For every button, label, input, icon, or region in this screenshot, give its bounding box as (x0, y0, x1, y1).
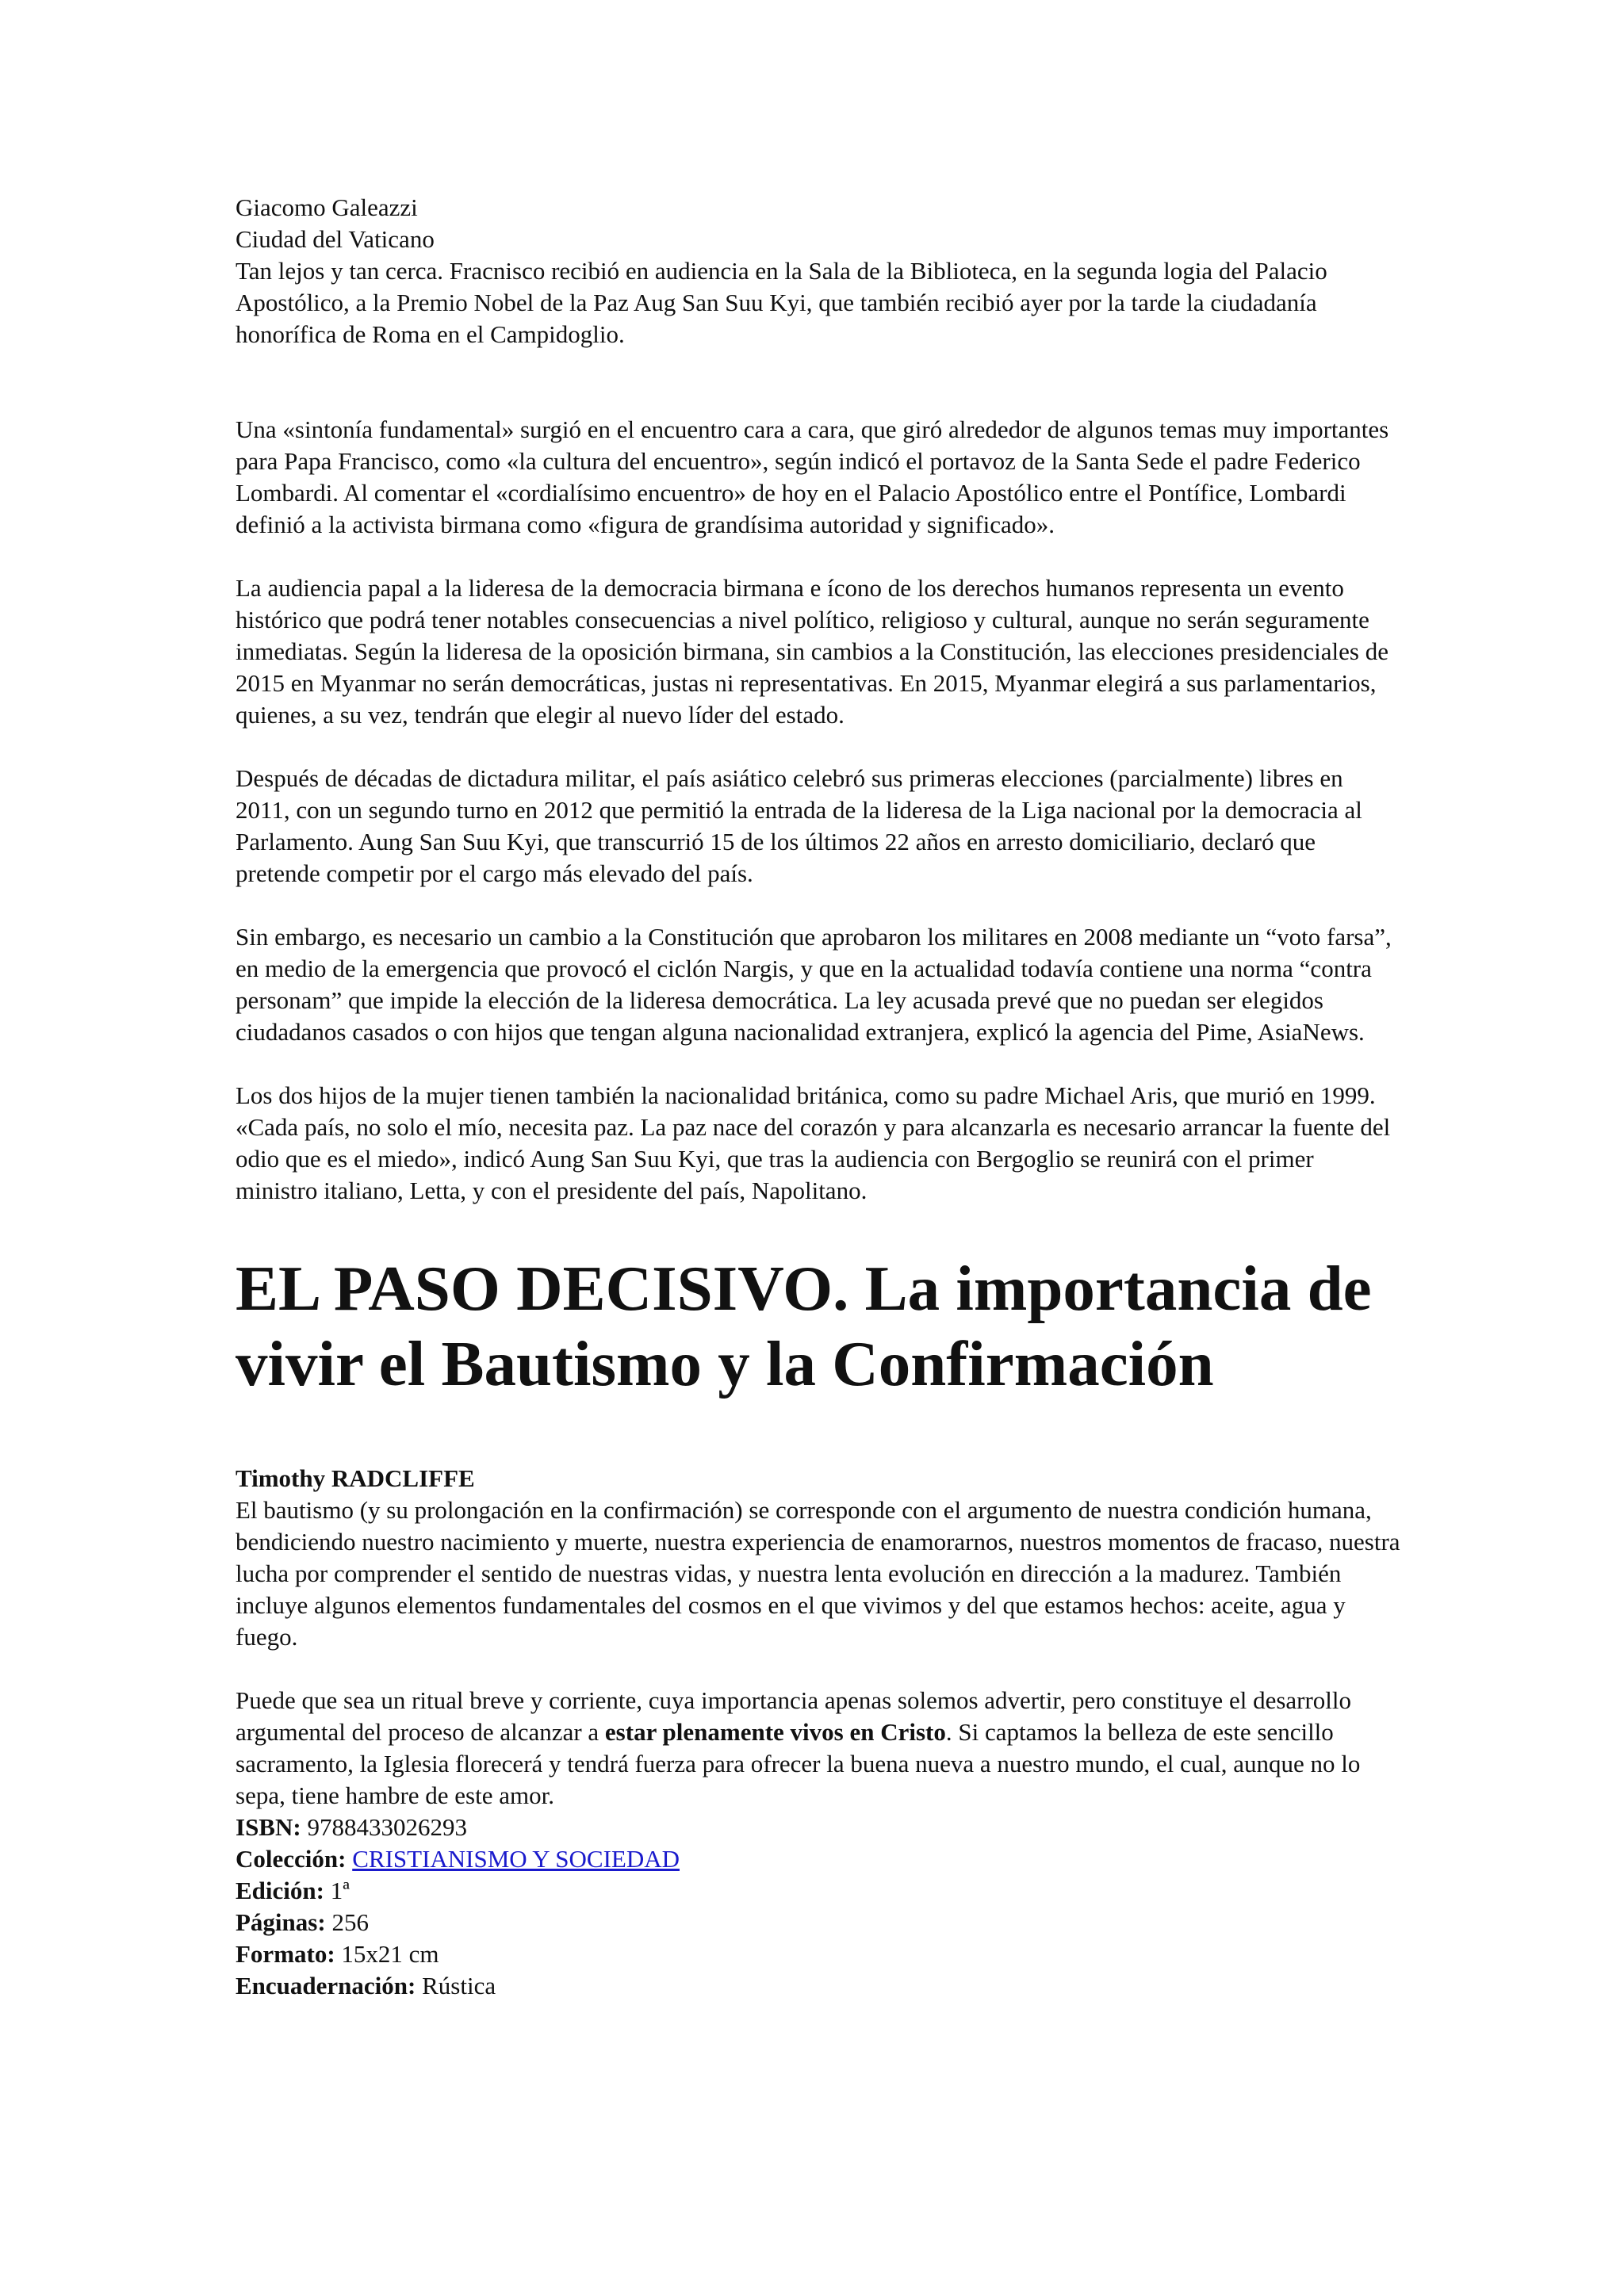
formato-value: 15x21 cm (335, 1940, 439, 1968)
edicion-value: 1ª (324, 1877, 350, 1904)
paginas-row (236, 1907, 1401, 1938)
coleccion-label: Colección: (236, 1845, 347, 1873)
formato-row (236, 1938, 1401, 1970)
edicion-label: Edición: (236, 1877, 324, 1904)
formato-label: Formato: (236, 1940, 335, 1968)
article-paragraph: Sin embargo, es necesario un cambio a la Constitución que aprobaron los militares en 2008 mediante un “voto farsa”, en medio de la emergencia que provocó el ciclón Nargis, y que en la actualidad todavía contiene una norma “contra personam” que impide la elección de la lideresa democrática. La ley acusada prevé que no puedan ser elegidos ciudadanos casados o con hijos que tengan alguna nacionalidad extranjera, explicó la agencia del Pime, AsiaNews. (236, 923, 1392, 1046)
article-paragraph: Después de décadas de dictadura militar, el país asiático celebró sus primeras elecciones (parcialmente) libres en 2011, con un segundo turno en 2012 que permitió la entrada de la lideresa de la Liga nacional por la democracia al Parlamento. Aung San Suu Kyi, que transcurrió 15 de los últimos 22 años en arresto domiciliario, declaró que pretende competir por el cargo más elevado del país. (236, 764, 1362, 887)
article-paragraph: Los dos hijos de la mujer tienen también la nacionalidad británica, como su padre Michael Aris, que murió en 1999. «Cada país, no solo el mío, necesita paz. La paz nace del corazón y para alcanzarla es necesario arrancar la fuente del odio que es el miedo», indicó Aung San Suu Kyi, que tras la audiencia con Bergoglio se reunirá con el primer ministro italiano, Letta, y con el presidente del país, Napolitano. (236, 1081, 1391, 1204)
article-paragraph: Tan lejos y tan cerca. Fracnisco recibió en audiencia en la Sala de la Biblioteca, en la segunda logia del Palacio Apostólico, a la Premio Nobel de la Paz Aug San Suu Kyi, que también recibió ayer por la tarde la ciudadanía honorífica de Roma en el Campidoglio. (236, 257, 1327, 348)
article-location: Ciudad del Vaticano (236, 225, 435, 253)
encuadernacion-value: Rústica (416, 1972, 496, 1999)
book-title: EL PASO DECISIVO. La importancia de vivir el Bautismo y la Confirmación (236, 1253, 1372, 1399)
article-paragraph: Una «sintonía fundamental» surgió en el encuentro cara a cara, que giró alrededor de algunos temas muy importantes para Papa Francisco, como «la cultura del encuentro», según indicó el portavoz de la Santa Sede el padre Federico Lombardi. Al comentar el «cordialísimo encuentro» de hoy en el Palacio Apostólico entre el Pontífice, Lombardi definió a la activista birmana como «figura de grandísima autoridad y significado». (236, 415, 1389, 538)
encuadernacion-label: Encuadernación: (236, 1972, 416, 1999)
article-paragraph: La audiencia papal a la lideresa de la democracia birmana e ícono de los derechos humanos representa un evento histórico que podrá tener notables consecuencias a nivel político, religioso y cultural, aunque no serán seguramente inmediatas. Según la lideresa de la oposición birmana, sin cambios a la Constitución, las elecciones presidenciales de 2015 en Myanmar no serán democráticas, justas ni representativas. En 2015, Myanmar elegirá a sus parlamentarios, quienes, a su vez, tendrán que elegir al nuevo líder del estado. (236, 574, 1388, 729)
description-emphasis: estar plenamente vivos en Cristo (604, 1718, 946, 1746)
encuadernacion-row (236, 1970, 1401, 2002)
coleccion-row (236, 1843, 1401, 1875)
document-page (236, 192, 1401, 2002)
description-text: . Si captamos la belleza de este sencillo sacramento, la Iglesia florecerá y tendrá fuerza para ofrecer la buena nueva a nuestro mundo, el cual, aunque no lo sepa, tiene hambre de este amor. (236, 1718, 1361, 1809)
edicion-row (236, 1875, 1401, 1907)
book-description: El bautismo (y su prolongación en la confirmación) se corresponde con el argumento de nuestra condición humana, bendiciendo nuestro nacimiento y muerte, nuestra experiencia de enamorarnos, nuestros momentos de fracaso, nuestra lucha por comprender el sentido de nuestras vidas, y nuestra lenta evolución en dirección a la madurez. También incluye algunos elementos fundamentales del cosmos en el que vivimos y del que estamos hechos: aceite, agua y fuego. (236, 1496, 1400, 1651)
article-author: Giacomo Galeazzi (236, 193, 418, 221)
coleccion-link[interactable]: CRISTIANISMO Y SOCIEDAD (352, 1845, 680, 1873)
book-author: Timothy RADCLIFFE (236, 1464, 475, 1492)
paginas-value: 256 (325, 1908, 369, 1936)
book-description (236, 1685, 1401, 1812)
isbn-value: 9788433026293 (301, 1813, 467, 1841)
paginas-label: Páginas: (236, 1908, 326, 1936)
isbn-row (236, 1812, 1401, 1843)
isbn-label: ISBN: (236, 1813, 301, 1841)
description-text: Puede que sea un ritual breve y corriente, cuya importancia apenas solemos advertir, pero constituye el desarrollo argumental del proceso de alcanzar a (236, 1686, 1352, 1746)
